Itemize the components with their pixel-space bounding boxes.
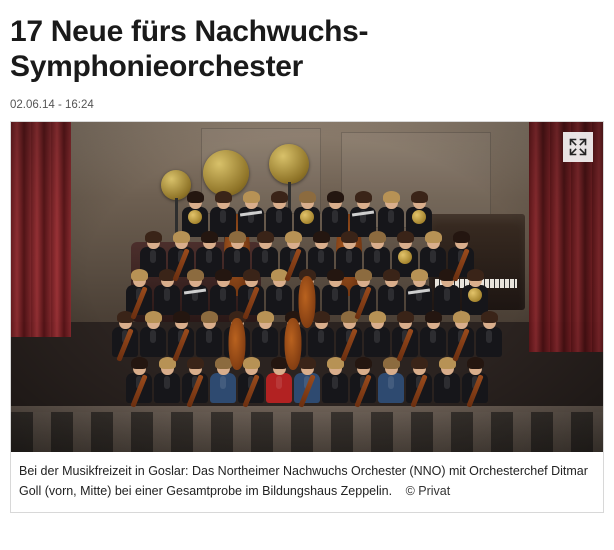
person <box>462 360 488 403</box>
person <box>182 272 208 315</box>
person <box>238 272 264 315</box>
person <box>126 272 152 315</box>
caption-text: Bei der Musikfreizeit in Goslar: Das Northeimer Nachwuchs Orchester (NNO) mit Orchesterchef Ditmar Goll (vorn, Mitte) bei einer Gesamtprobe im Bildungshaus Zeppelin. <box>19 463 588 499</box>
person <box>406 360 432 403</box>
person <box>112 314 138 357</box>
person <box>378 272 404 315</box>
person <box>210 194 236 237</box>
crowd-row-back <box>11 194 603 237</box>
person <box>406 272 432 315</box>
cymbal <box>269 144 309 184</box>
person <box>140 314 166 357</box>
person <box>266 194 292 237</box>
cymbal <box>203 150 249 196</box>
person <box>420 314 446 357</box>
person <box>224 314 250 357</box>
person <box>294 194 320 237</box>
person <box>406 194 432 237</box>
person <box>210 272 236 315</box>
person <box>252 314 278 357</box>
person <box>434 360 460 403</box>
person <box>294 360 320 403</box>
person <box>238 194 264 237</box>
crowd-row-front <box>11 360 603 403</box>
expand-arrows-icon[interactable] <box>563 132 593 162</box>
article-timestamp: 02.06.14 - 16:24 <box>10 98 94 111</box>
photo-credit: © Privat <box>405 484 451 499</box>
person <box>350 360 376 403</box>
person <box>196 314 222 357</box>
person <box>294 272 320 315</box>
person <box>378 194 404 237</box>
page-title: 17 Neue fürs Nachwuchs-Symphonieorchester <box>10 15 369 84</box>
person <box>168 314 194 357</box>
person <box>154 360 180 403</box>
person <box>350 272 376 315</box>
person <box>392 314 418 357</box>
person <box>448 314 474 357</box>
crowd-row-3 <box>11 272 603 315</box>
chair-row <box>11 412 603 452</box>
person <box>476 314 502 357</box>
article-figure <box>10 121 604 513</box>
person <box>462 272 488 315</box>
person <box>182 360 208 403</box>
person <box>182 194 208 237</box>
person <box>378 360 404 403</box>
person <box>322 194 348 237</box>
photo-caption <box>11 452 603 512</box>
photo-content <box>11 122 603 452</box>
person <box>336 314 362 357</box>
person <box>322 360 348 403</box>
person <box>364 314 390 357</box>
person <box>350 194 376 237</box>
person <box>322 272 348 315</box>
person <box>238 360 264 403</box>
person <box>126 360 152 403</box>
article-photo[interactable] <box>11 122 603 452</box>
